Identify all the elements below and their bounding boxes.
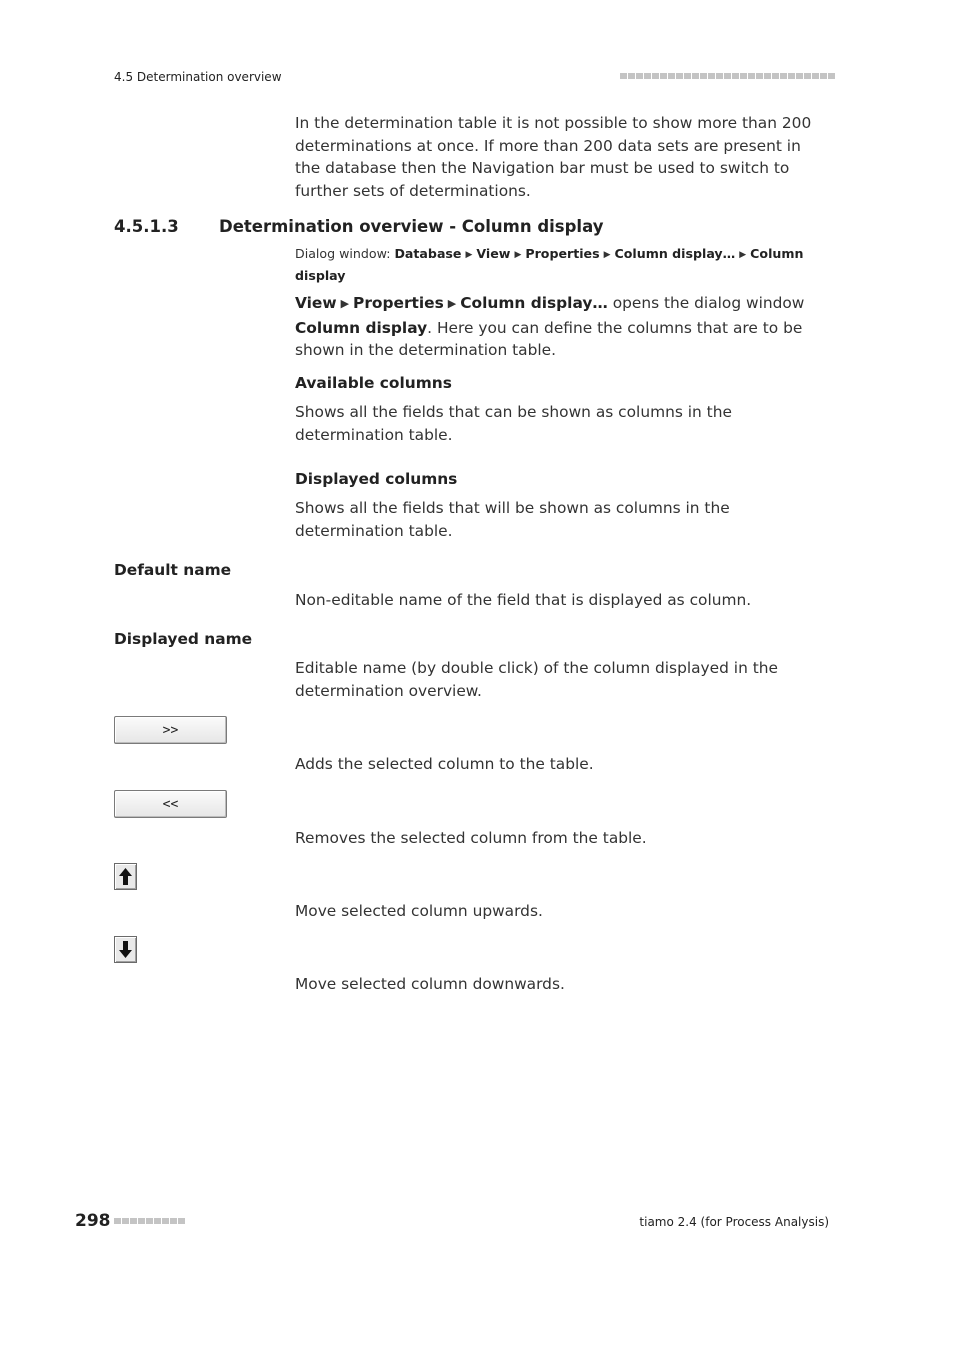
dialog-path xyxy=(295,244,830,285)
available-columns-text: Shows all the fields that can be shown as columns in the determination table. xyxy=(295,403,732,444)
dialog-name: Column display xyxy=(295,318,428,337)
triangle-right-icon: ▶ xyxy=(340,297,350,310)
move-up-button[interactable] xyxy=(114,863,137,890)
footer-decoration-dots xyxy=(114,1218,185,1224)
add-column-text: Adds the selected column to the table. xyxy=(295,755,594,773)
arrow-down-icon xyxy=(118,940,133,959)
dialog-path-label: Dialog window: xyxy=(295,246,395,261)
section-title: Determination overview - Column display xyxy=(219,217,604,236)
description-paragraph xyxy=(295,292,830,362)
add-column-button[interactable]: >> xyxy=(114,716,227,744)
path-item-database: Database xyxy=(394,246,462,261)
path-item-column-display: Column display xyxy=(295,246,804,283)
displayed-columns-text: Shows all the fields that will be shown as columns in the determination table. xyxy=(295,499,730,540)
triangle-right-icon: ▶ xyxy=(739,250,747,260)
page-number: 298 xyxy=(75,1211,111,1231)
default-name-term: Default name xyxy=(114,561,232,579)
displayed-name-text: Editable name (by double click) of the column displayed in the determination overview. xyxy=(295,659,778,700)
remove-column-text: Removes the selected column from the table. xyxy=(295,829,647,847)
section-number: 4.5.1.3 xyxy=(114,217,179,236)
header-decoration-dots xyxy=(620,73,835,79)
move-down-button[interactable] xyxy=(114,936,137,963)
footer-product: tiamo 2.4 (for Process Analysis) xyxy=(639,1215,829,1229)
move-up-text: Move selected column upwards. xyxy=(295,902,543,920)
available-columns-title: Available columns xyxy=(295,374,452,392)
triangle-right-icon: ▶ xyxy=(447,297,457,310)
arrow-up-icon xyxy=(118,867,133,886)
triangle-right-icon: ▶ xyxy=(603,250,611,260)
intro-paragraph: In the determination table it is not possible to show more than 200 determinations at once. If more than 200 data sets are present in the database then the Navigation bar must be used to switch to further sets of determinations. xyxy=(295,114,812,200)
default-name-text: Non-editable name of the field that is displayed as column. xyxy=(295,591,752,609)
path-item-view: View xyxy=(476,246,511,261)
menu-column-display: Column display… xyxy=(460,294,608,312)
displayed-name-term: Displayed name xyxy=(114,630,253,648)
description-rest: . Here you can define the columns that are to be shown in the determination table. xyxy=(295,318,803,359)
description-middle: opens the dialog window xyxy=(607,294,805,312)
path-item-column-display-menu: Column display… xyxy=(614,246,736,261)
path-item-properties: Properties xyxy=(525,246,600,261)
triangle-right-icon: ▶ xyxy=(465,250,473,260)
displayed-columns-title: Displayed columns xyxy=(295,470,458,488)
menu-properties: Properties xyxy=(353,294,444,312)
menu-view: View xyxy=(295,294,337,312)
remove-column-button[interactable]: << xyxy=(114,790,227,818)
running-header-section: 4.5 Determination overview xyxy=(114,70,282,84)
move-down-text: Move selected column downwards. xyxy=(295,975,565,993)
triangle-right-icon: ▶ xyxy=(514,250,522,260)
